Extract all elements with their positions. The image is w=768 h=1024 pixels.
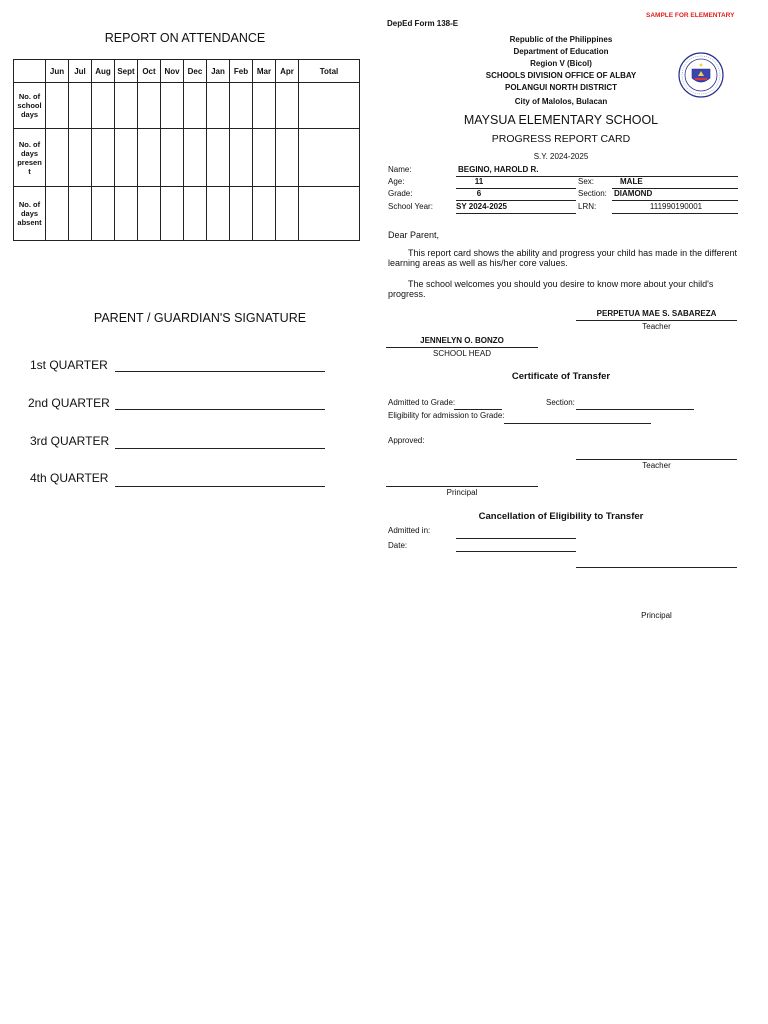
month-header: Dec <box>184 60 207 83</box>
certificate-of-transfer-title: Certificate of Transfer <box>511 371 611 382</box>
header-line: Republic of the Philippines <box>509 35 613 44</box>
attendance-cell <box>207 83 230 129</box>
attendance-cell <box>46 83 69 129</box>
transfer-teacher-role: Teacher <box>642 461 671 470</box>
attendance-cell <box>92 187 115 241</box>
student-school-year: SY 2024-2025 <box>456 202 508 211</box>
school-year-caption: S.Y. 2024-2025 <box>533 152 589 161</box>
cancellation-principal-role: Principal <box>641 611 672 620</box>
attendance-cell <box>46 187 69 241</box>
student-age: 11 <box>474 177 484 186</box>
quarter-label-1: 1st QUARTER <box>30 358 108 372</box>
transfer-section-label: Section: <box>546 398 575 407</box>
signature-line-q1[interactable] <box>115 371 325 372</box>
letter-paragraph-1: This report card shows the ability and progress your child has made in the different learning areas as well as his/her core values. <box>388 248 738 268</box>
attendance-cell <box>230 129 253 187</box>
attendance-total-cell <box>299 187 360 241</box>
eligibility-field[interactable] <box>504 423 651 424</box>
student-grade: 6 <box>476 189 482 198</box>
form-number: DepEd Form 138-E <box>387 19 459 28</box>
attendance-cell <box>69 83 92 129</box>
header-line: Region V (Bicol) <box>530 59 592 68</box>
admitted-to-grade-label: Admitted to Grade: <box>388 398 456 407</box>
date-label: Date: <box>388 541 408 550</box>
school-head-signature-line <box>386 347 538 348</box>
attendance-total-cell <box>299 83 360 129</box>
month-header: Mar <box>253 60 276 83</box>
attendance-cell <box>276 129 299 187</box>
total-header: Total <box>299 60 360 83</box>
month-header: Feb <box>230 60 253 83</box>
school-head-role: SCHOOL HEAD <box>433 349 491 358</box>
attendance-cell <box>69 129 92 187</box>
school-year-label: School Year: <box>388 202 433 211</box>
attendance-header-row <box>14 60 360 83</box>
school-head-name: JENNELYN O. BONZO <box>420 336 504 345</box>
attendance-table <box>13 59 360 241</box>
school-name: MAYSUA ELEMENTARY SCHOOL <box>463 113 659 127</box>
section-label: Section: <box>578 189 607 198</box>
signature-line-q2[interactable] <box>115 409 325 410</box>
attendance-total-cell <box>299 129 360 187</box>
age-label: Age: <box>388 177 405 186</box>
attendance-cell <box>69 187 92 241</box>
student-name: BEGINO, HAROLD R. <box>458 165 539 174</box>
attendance-cell <box>161 129 184 187</box>
quarter-label-4: 4th QUARTER <box>30 471 109 485</box>
approved-label: Approved: <box>388 436 425 445</box>
header-line: POLANGUI NORTH DISTRICT <box>505 83 617 92</box>
card-title: PROGRESS REPORT CARD <box>491 133 631 145</box>
attendance-cell <box>115 83 138 129</box>
grade-underline <box>456 200 576 201</box>
attendance-title: REPORT ON ATTENDANCE <box>104 31 266 45</box>
month-header: Jul <box>69 60 92 83</box>
lrn-underline <box>612 213 738 214</box>
guardian-signature-title: PARENT / GUARDIAN'S SIGNATURE <box>93 311 307 325</box>
table-row <box>14 187 360 241</box>
signature-line-q3[interactable] <box>115 448 325 449</box>
header-line: Department of Education <box>513 47 609 56</box>
attendance-cell <box>253 187 276 241</box>
attendance-cell <box>184 129 207 187</box>
date-field[interactable] <box>456 551 576 552</box>
row-label-school-days: No. of school days <box>14 83 46 129</box>
cancellation-principal-signature-line[interactable] <box>576 567 737 568</box>
attendance-cell <box>46 129 69 187</box>
attendance-cell <box>161 83 184 129</box>
attendance-corner-cell <box>14 60 46 83</box>
row-label-days-present: No. of days presen t <box>14 129 46 187</box>
letter-paragraph-2: The school welcomes you should you desire to know more about your child's progress. <box>388 279 714 299</box>
student-section: DIAMOND <box>614 189 653 198</box>
letter-greeting: Dear Parent, <box>388 230 440 240</box>
attendance-cell <box>138 187 161 241</box>
month-header: Oct <box>138 60 161 83</box>
attendance-cell <box>230 187 253 241</box>
month-header: Apr <box>276 60 299 83</box>
attendance-cell <box>161 187 184 241</box>
month-header: Jun <box>46 60 69 83</box>
attendance-cell <box>115 129 138 187</box>
attendance-cell <box>92 129 115 187</box>
row-label-days-absent: No. of days absent <box>14 187 46 241</box>
month-header: Nov <box>161 60 184 83</box>
school-year-underline <box>456 213 576 214</box>
section-underline <box>612 200 738 201</box>
name-label: Name: <box>388 165 412 174</box>
teacher-role: Teacher <box>642 322 671 331</box>
admitted-in-field[interactable] <box>456 538 576 539</box>
month-header: Jan <box>207 60 230 83</box>
eligibility-label: Eligibility for admission to Grade: <box>388 411 505 420</box>
attendance-cell <box>253 129 276 187</box>
deped-seal-icon <box>678 52 724 98</box>
header-line: SCHOOLS DIVISION OFFICE OF ALBAY <box>485 71 637 80</box>
attendance-cell <box>138 129 161 187</box>
attendance-cell <box>115 187 138 241</box>
transfer-teacher-signature-line[interactable] <box>576 459 737 460</box>
lrn-label: LRN: <box>578 202 597 211</box>
table-row <box>14 129 360 187</box>
attendance-cell <box>184 187 207 241</box>
transfer-principal-signature-line[interactable] <box>386 486 538 487</box>
table-row <box>14 83 360 129</box>
quarter-label-2: 2nd QUARTER <box>28 396 110 410</box>
grade-label: Grade: <box>388 189 413 198</box>
signature-line-q4[interactable] <box>115 486 325 487</box>
header-line: City of Malolos, Bulacan <box>514 97 608 106</box>
sex-label: Sex: <box>578 177 595 186</box>
teacher-signature-line <box>576 320 737 321</box>
admitted-in-label: Admitted in: <box>388 526 431 535</box>
cancellation-title: Cancellation of Eligibility to Transfer <box>478 511 644 522</box>
attendance-cell <box>92 83 115 129</box>
attendance-cell <box>207 187 230 241</box>
attendance-cell <box>276 83 299 129</box>
quarter-label-3: 3rd QUARTER <box>30 434 110 448</box>
attendance-cell <box>230 83 253 129</box>
student-lrn: 111990190001 <box>649 202 703 211</box>
attendance-cell <box>276 187 299 241</box>
student-sex: MALE <box>620 177 643 186</box>
teacher-name: PERPETUA MAE S. SABAREZA <box>596 309 717 318</box>
month-header: Sept <box>115 60 138 83</box>
attendance-cell <box>138 83 161 129</box>
transfer-section-field[interactable] <box>576 409 694 410</box>
transfer-principal-role: Principal <box>446 488 478 497</box>
month-header: Aug <box>92 60 115 83</box>
admitted-to-grade-field[interactable] <box>454 409 502 410</box>
attendance-cell <box>184 83 207 129</box>
attendance-cell <box>253 83 276 129</box>
attendance-cell <box>207 129 230 187</box>
sample-note: SAMPLE FOR ELEMENTARY <box>646 12 735 19</box>
